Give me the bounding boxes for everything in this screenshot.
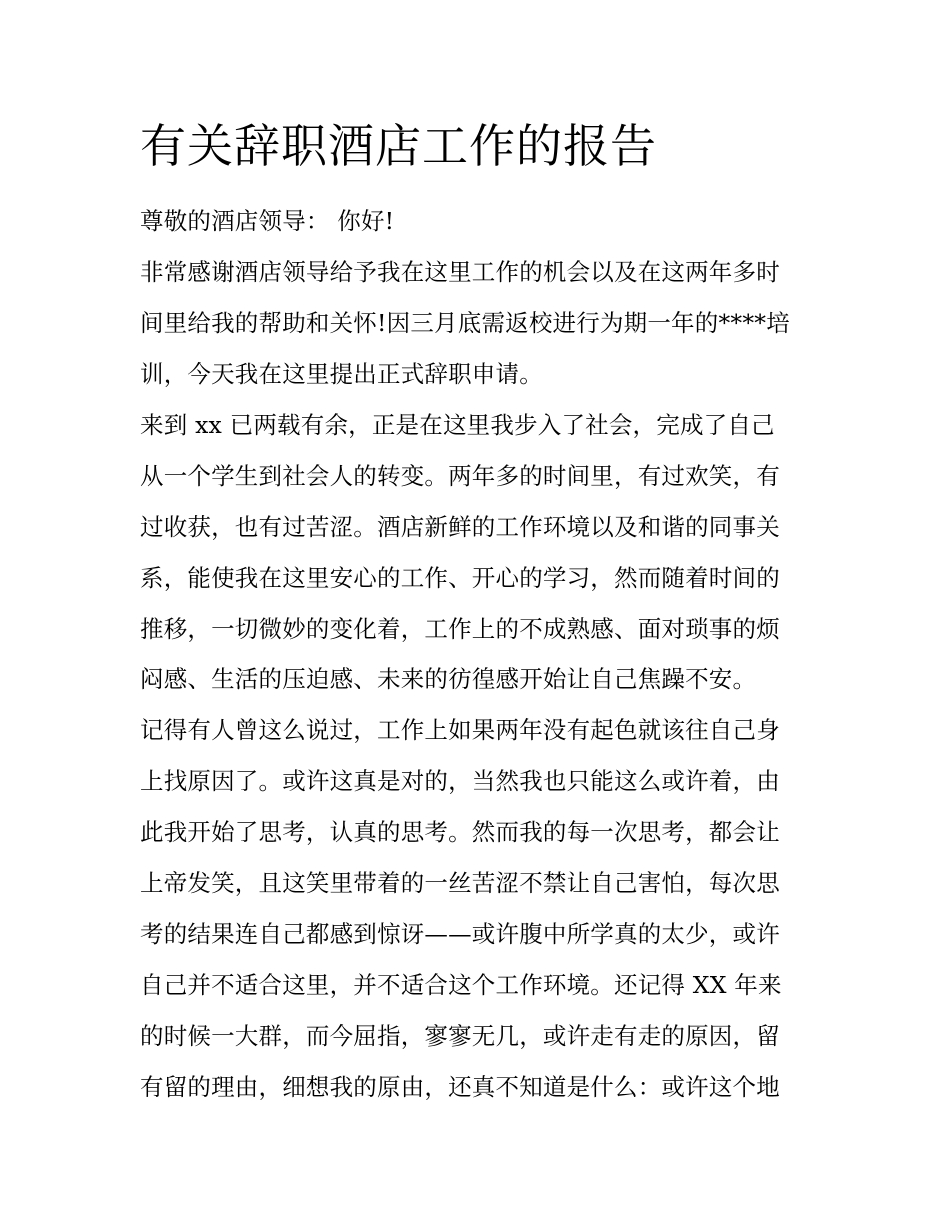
salutation-line: 尊敬的酒店领导： 你好! [140, 207, 395, 235]
body-line: 从一个学生到社会人的转变。两年多的时间里，有过欢笑，有 [140, 462, 780, 490]
document-title: 有关辞职酒店工作的报告 [140, 119, 657, 173]
body-line: 来到 xx 已两载有余，正是在这里我步入了社会，完成了自己 [140, 411, 775, 439]
body-line: 考的结果连自己都感到惊讶——或许腹中所学真的太少，或许 [140, 920, 780, 948]
body-line: 上找原因了。或许这真是对的，当然我也只能这么或许着，由 [140, 767, 780, 795]
body-line: 的时候一大群，而今屈指，寥寥无几，或许走有走的原因，留 [140, 1022, 780, 1050]
body-line: 系，能使我在这里安心的工作、开心的学习，然而随着时间的 [140, 564, 780, 592]
body-line: 自己并不适合这里，并不适合这个工作环境。还记得 XX 年来 [140, 971, 782, 999]
body-line: 闷感、生活的压迫感、未来的彷徨感开始让自己焦躁不安。 [140, 665, 757, 693]
body-line: 记得有人曾这么说过，工作上如果两年没有起色就该往自己身 [140, 716, 780, 744]
body-line: 间里给我的帮助和关怀!因三月底需返校进行为期一年的****培 [140, 309, 790, 337]
body-line: 此我开始了思考，认真的思考。然而我的每一次思考，都会让 [140, 818, 780, 846]
body-line: 有留的理由，细想我的原由，还真不知道是什么：或许这个地 [140, 1073, 780, 1101]
body-line: 推移，一切微妙的变化着，工作上的不成熟感、面对琐事的烦 [140, 615, 780, 643]
body-line: 训，今天我在这里提出正式辞职申请。 [140, 360, 543, 388]
body-line: 非常感谢酒店领导给予我在这里工作的机会以及在这两年多时 [140, 258, 780, 286]
body-line: 过收获，也有过苦涩。酒店新鲜的工作环境以及和谐的同事关 [140, 513, 780, 541]
body-line: 上帝发笑，且这笑里带着的一丝苦涩不禁让自己害怕，每次思 [140, 869, 780, 897]
